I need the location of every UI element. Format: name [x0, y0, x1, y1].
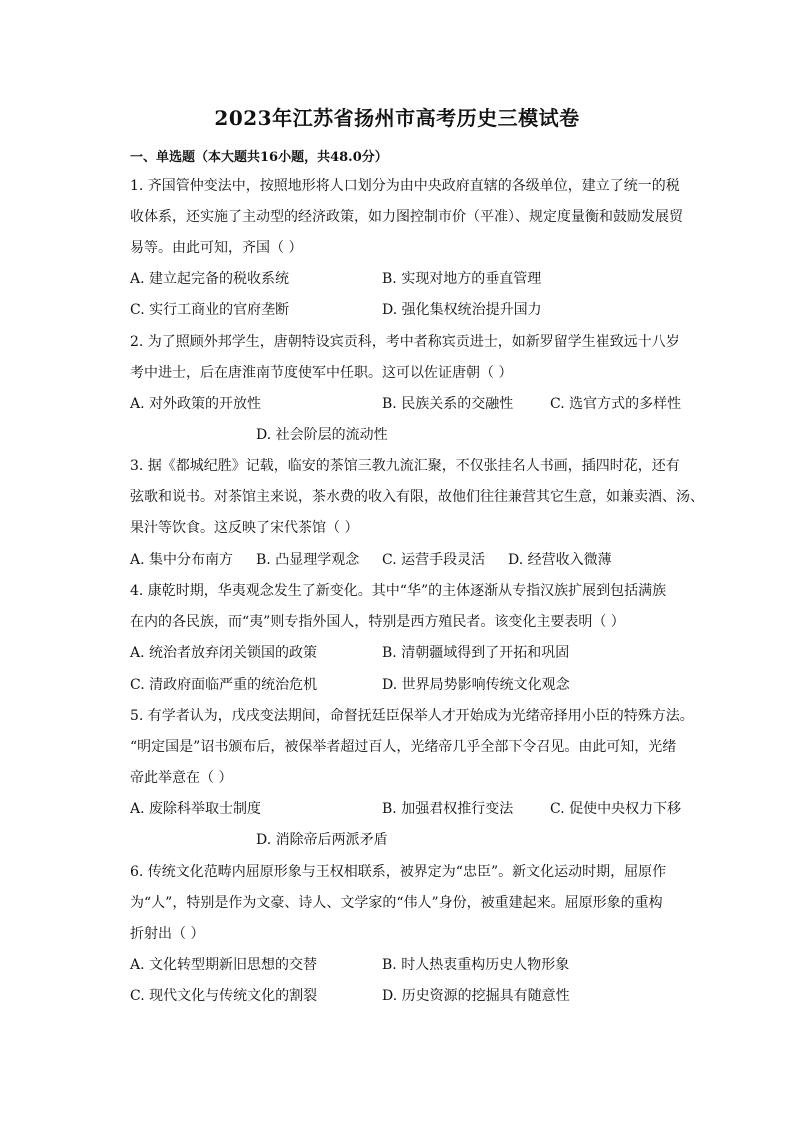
question-4-option-d: D. 世界局势影响传统文化观念 — [382, 677, 570, 693]
question-1-line-3: 易等。由此可知，齐国（ ） — [130, 240, 303, 256]
question-6-option-a: A. 文化转型期新旧思想的交替 — [130, 957, 318, 973]
question-5-line-3: 帝此举意在（ ） — [130, 770, 233, 786]
question-4-option-a: A. 统治者放弃闭关锁国的政策 — [130, 645, 318, 661]
question-2-option-a: A. 对外政策的开放性 — [130, 396, 262, 412]
question-3-option-b: B. 凸显理学观念 — [256, 552, 360, 568]
question-1-option-a: A. 建立起完备的税收系统 — [130, 271, 290, 287]
question-6-line-2: 为“人”，特别是作为文豪、诗人、文学家的“伟人”身份，被重建起来。屈原形象的重构 — [130, 895, 663, 911]
question-6-option-c: C. 现代文化与传统文化的割裂 — [130, 988, 318, 1004]
question-5-option-a: A. 废除科举取士制度 — [130, 801, 262, 817]
question-3-line-3: 果汁等饮食。这反映了宋代茶馆（ ） — [130, 520, 359, 536]
question-6-option-b: B. 时人热衷重构历史人物形象 — [382, 957, 570, 973]
question-3-line-2: 弦歌和说书。对茶馆主来说，茶水费的收入有限，故他们往往兼营其它生意，如兼卖酒、汤、 — [130, 489, 704, 505]
question-2-option-c: C. 选官方式的多样性 — [550, 396, 682, 412]
section-heading: 一、单选题（本大题共16小题，共48.0分） — [130, 150, 388, 165]
question-4-option-b: B. 清朝疆域得到了开拓和巩固 — [382, 645, 570, 661]
question-6-line-1: 6. 传统文化范畴内屈原形象与王权相联系，被界定为“忠臣”。新文化运动时期，屈原作 — [130, 864, 667, 880]
question-6-line-3: 折射出（ ） — [130, 926, 205, 942]
question-1-option-b: B. 实现对地方的垂直管理 — [382, 271, 542, 287]
question-4-line-2: 在内的各民族，而“夷”则专指外国人，特别是西方殖民者。该变化主要表明（ ） — [130, 614, 625, 630]
question-5-line-1: 5. 有学者认为，戊戌变法期间，命督抚廷臣保举人才开始成为光绪帝择用小臣的特殊方法。 — [130, 708, 694, 724]
question-2-option-d: D. 社会阶层的流动性 — [256, 427, 388, 443]
question-1-line-2: 收体系，还实施了主动型的经济政策，如力图控制市价（平准）、规定度量衡和鼓励发展贸 — [130, 209, 683, 225]
question-3-line-1: 3. 据《都城纪胜》记载，临安的茶馆三教九流汇聚，不仅张挂名人书画，插四时花，还有 — [130, 458, 680, 474]
question-1-option-c: C. 实行工商业的官府垄断 — [130, 302, 290, 318]
question-3-option-a: A. 集中分布南方 — [130, 552, 234, 568]
question-3-option-d: D. 经营收入微薄 — [508, 552, 612, 568]
question-3-option-c: C. 运营手段灵活 — [382, 552, 486, 568]
question-2-line-2: 考中进士，后在唐淮南节度使军中任职。这可以佐证唐朝（ ） — [130, 365, 513, 381]
question-5-option-b: B. 加强君权推行变法 — [382, 801, 514, 817]
question-5-line-2: “明定国是”诏书颁布后，被保举者超过百人，光绪帝几乎全部下令召见。由此可知，光绪 — [130, 739, 677, 755]
question-2-option-b: B. 民族关系的交融性 — [382, 396, 514, 412]
question-5-option-c: C. 促使中央权力下移 — [550, 801, 682, 817]
question-1-option-d: D. 强化集权统治提升国力 — [382, 302, 542, 318]
question-6-option-d: D. 历史资源的挖掘具有随意性 — [382, 988, 570, 1004]
page-title: 2023年江苏省扬州市高考历史三模试卷 — [214, 106, 580, 130]
question-4-line-1: 4. 康乾时期，华夷观念发生了新变化。其中“华”的主体逐渐从专指汉族扩展到包括满族 — [130, 583, 667, 599]
question-4-option-c: C. 清政府面临严重的统治危机 — [130, 677, 318, 693]
question-2-line-1: 2. 为了照顾外邦学生，唐朝特设宾贡科，考中者称宾贡进士，如新罗留学生崔致远十八岁 — [130, 334, 680, 350]
question-1-line-1: 1. 齐国管仲变法中，按照地形将人口划分为由中央政府直辖的各级单位，建立了统一的税 — [130, 178, 680, 194]
question-5-option-d: D. 消除帝后两派矛盾 — [256, 832, 388, 848]
